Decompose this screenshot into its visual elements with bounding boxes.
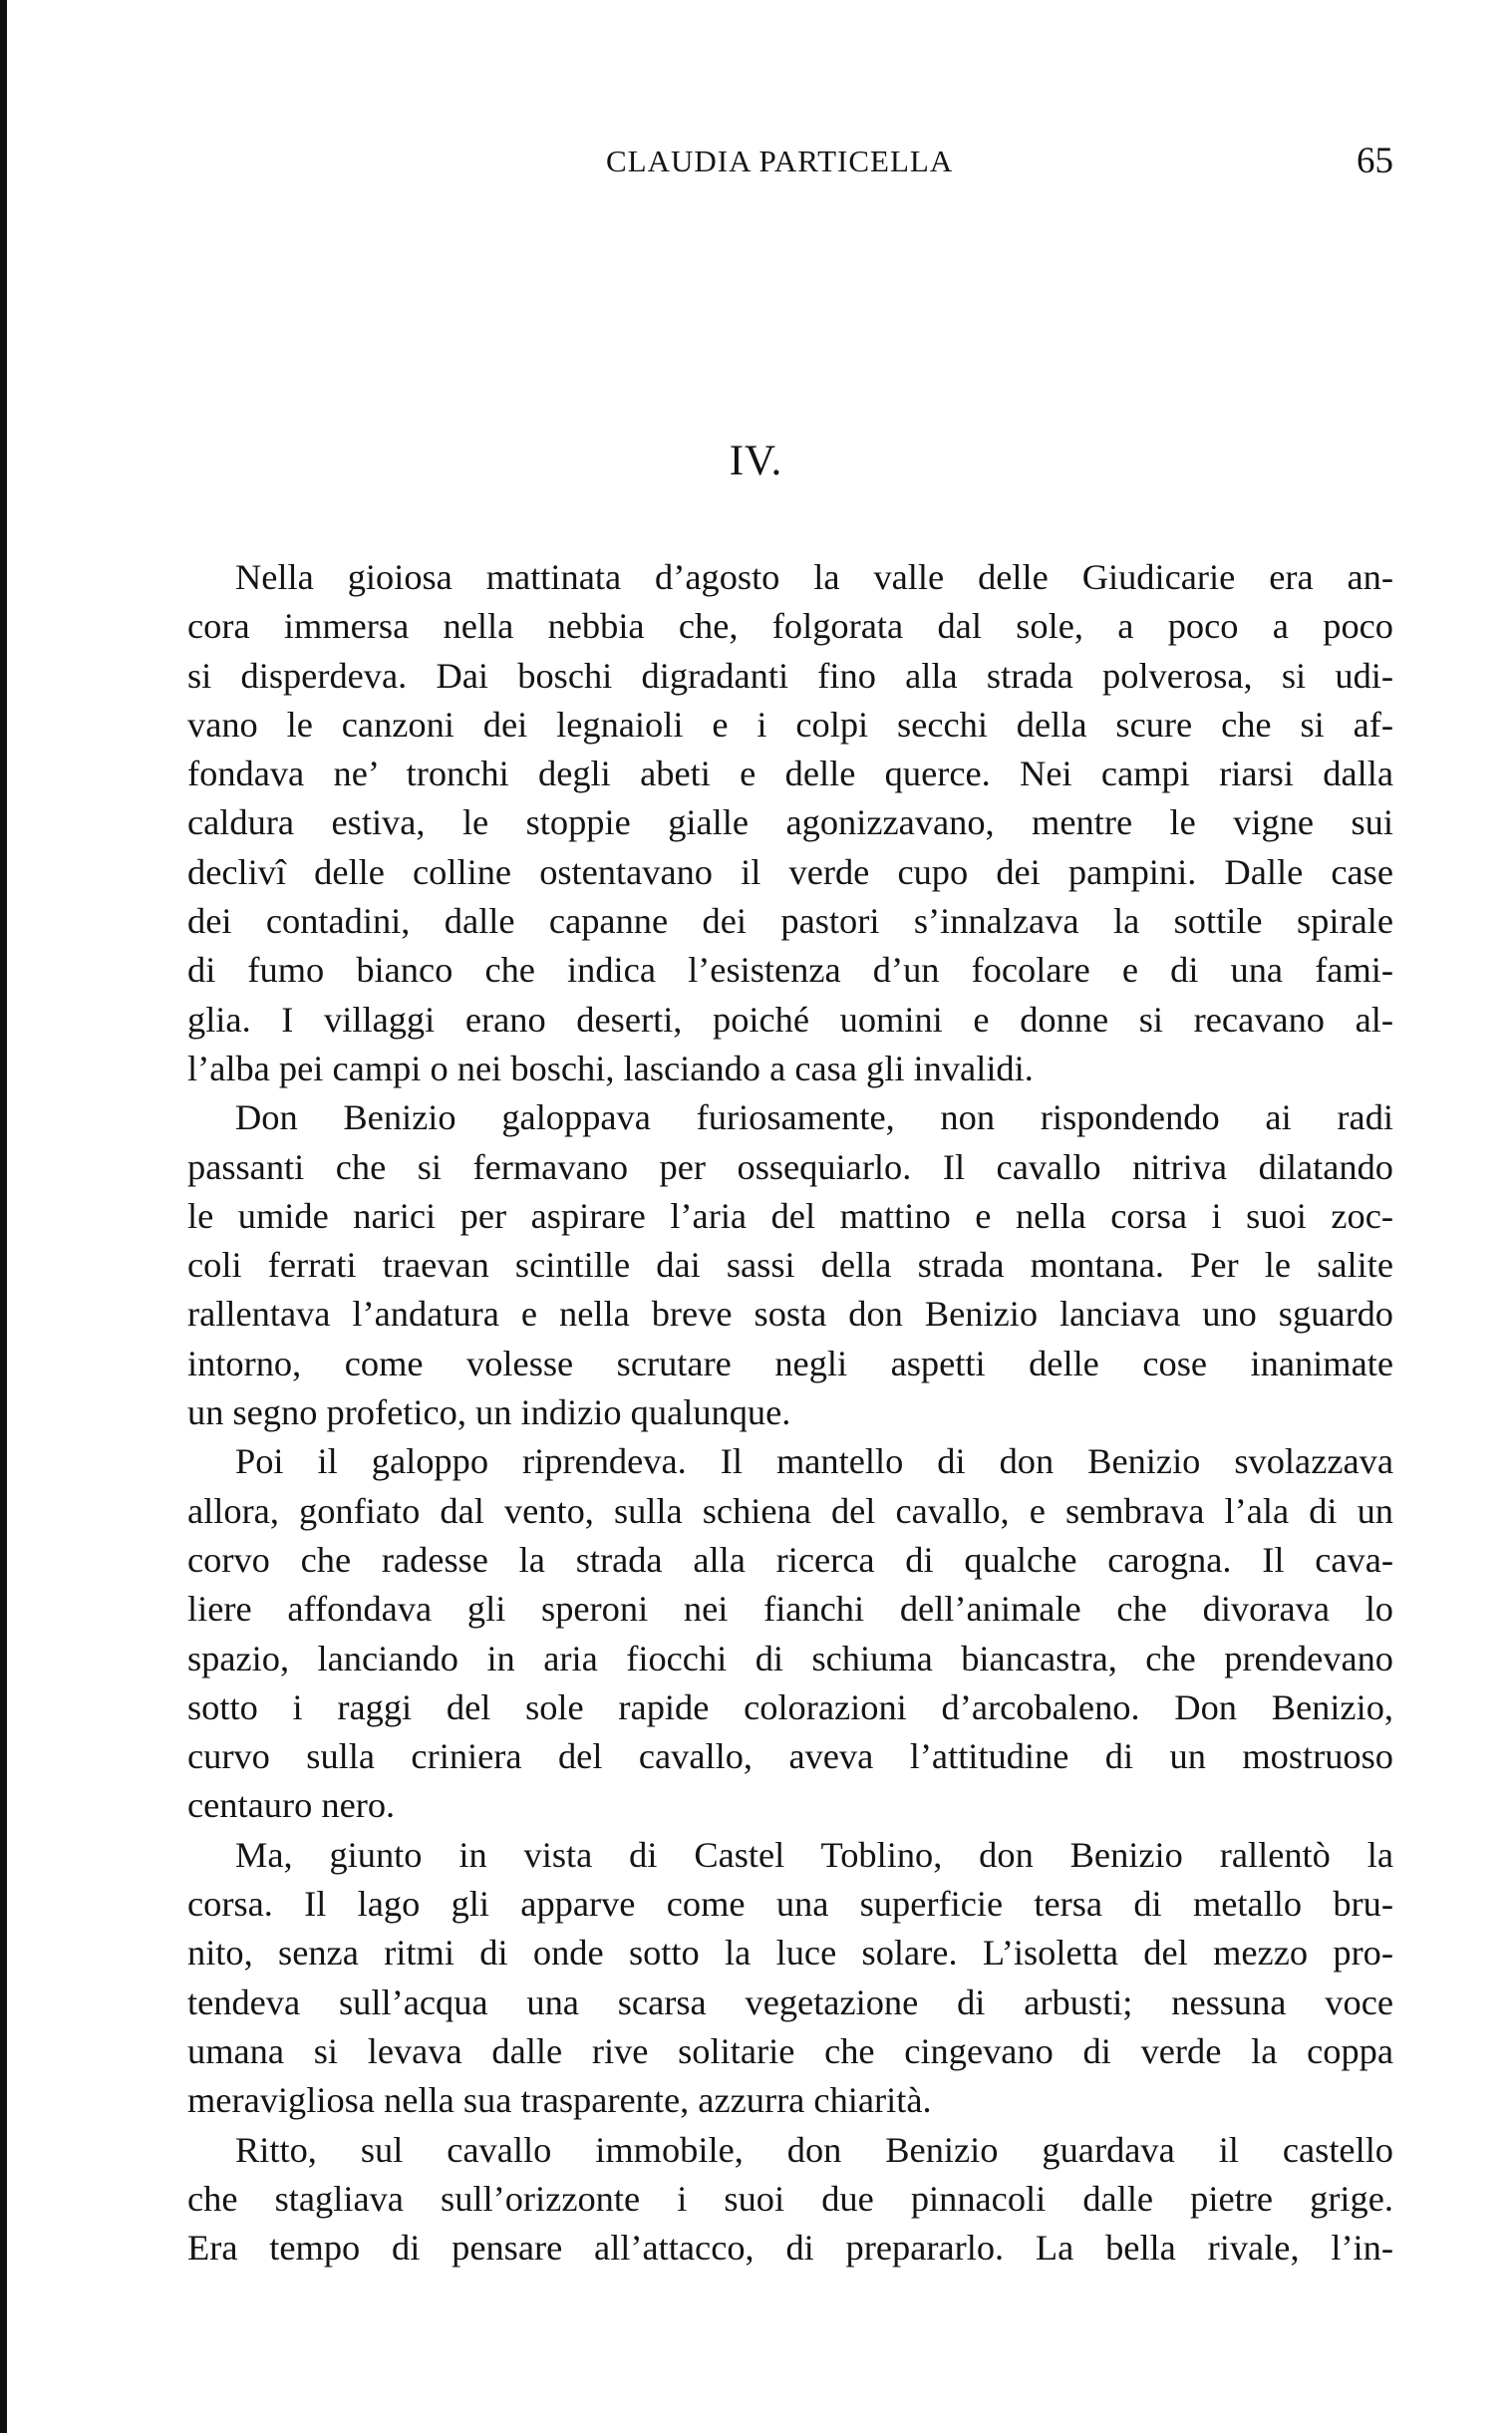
- text-line: rallentava l’andatura e nella breve sosta don Benizio lanciava uno sguardo: [187, 1294, 1393, 1335]
- paragraph: [187, 553, 1393, 1093]
- page-binding-edge: [0, 0, 7, 2433]
- running-title: CLAUDIA PARTICELLA: [606, 144, 954, 178]
- text-line: meravigliosa nella sua trasparente, azzurra chiarità.: [187, 2080, 932, 2121]
- text-line: Ritto, sul cavallo immobile, don Benizio guardava il castello: [235, 2129, 1393, 2170]
- page-number: 65: [1357, 141, 1393, 181]
- page-header: [187, 140, 1393, 189]
- paragraph: [187, 1831, 1393, 2126]
- paragraph: [187, 1437, 1393, 1830]
- text-line: di fumo bianco che indica l’esistenza d’un focolare e di una fami-: [187, 950, 1393, 991]
- text-line: centauro nero.: [187, 1785, 396, 1826]
- text-line: tendeva sull’acqua una scarsa vegetazione di arbusti; nessuna voce: [187, 1981, 1393, 2022]
- text-line: declivî delle colline ostentavano il verde cupo dei pampini. Dalle case: [187, 851, 1393, 892]
- text-line: coli ferrati traevan scintille dai sassi della strada montana. Per le salite: [187, 1245, 1393, 1286]
- text-line: Ma, giunto in vista di Castel Toblino, don Benizio rallentò la: [235, 1834, 1393, 1875]
- text-line: sotto i raggi del sole rapide colorazioni d’arcobaleno. Don Benizio,: [187, 1686, 1393, 1727]
- text-line: allora, gonfiato dal vento, sulla schiena del cavallo, e sembrava l’ala di un: [187, 1490, 1393, 1531]
- text-line: nito, senza ritmi di onde sotto la luce solare. L’isoletta del mezzo pro-: [187, 1933, 1393, 1974]
- text-line: glia. I villaggi erano deserti, poiché uomini e donne si recavano al-: [187, 999, 1393, 1040]
- text-line: cora immersa nella nebbia che, folgorata dal sole, a poco a poco: [187, 606, 1393, 647]
- text-line: umana si levava dalle rive solitarie che cingevano di verde la coppa: [187, 2030, 1393, 2071]
- text-line: l’alba pei campi o nei boschi, lasciando a casa gli invalidi.: [187, 1048, 1034, 1088]
- text-line: si disperdeva. Dai boschi digradanti fino alla strada polverosa, si udi-: [187, 655, 1393, 696]
- text-line: intorno, come volesse scrutare negli aspetti delle cose inanimate: [187, 1343, 1393, 1383]
- paragraph: [187, 2126, 1393, 2274]
- text-line: corvo che radesse la strada alla ricerca di qualche carogna. Il cava-: [187, 1539, 1393, 1580]
- text-line: spazio, lanciando in aria fiocchi di schiuma biancastra, che prendevano: [187, 1638, 1393, 1678]
- text-line: corsa. Il lago gli apparve come una superficie tersa di metallo bru-: [187, 1884, 1393, 1925]
- text-line: che stagliava sull’orizzonte i suoi due pinnacoli dalle pietre grige.: [187, 2178, 1393, 2219]
- text-line: Poi il galoppo riprendeva. Il mantello di don Benizio svolazzava: [235, 1441, 1393, 1482]
- text-line: curvo sulla criniera del cavallo, aveva l’attitudine di un mostruoso: [187, 1736, 1393, 1777]
- text-line: Don Benizio galoppava furiosamente, non rispondendo ai radi: [235, 1097, 1393, 1138]
- text-line: passanti che si fermavano per ossequiarlo. Il cavallo nitriva dilatando: [187, 1146, 1393, 1187]
- text-line: fondava ne’ tronchi degli abeti e delle querce. Nei campi riarsi dalla: [187, 754, 1393, 794]
- body-text: [187, 553, 1393, 2273]
- text-line: vano le canzoni dei legnaioli e i colpi secchi della scure che si af-: [187, 704, 1393, 745]
- paragraph: [187, 1093, 1393, 1437]
- text-line: caldura estiva, le stoppie gialle agonizzavano, mentre le vigne sui: [187, 802, 1393, 843]
- text-line: le umide narici per aspirare l’aria del mattino e nella corsa i suoi zoc-: [187, 1195, 1393, 1236]
- text-line: liere affondava gli speroni nei fianchi dell’animale che divorava lo: [187, 1589, 1393, 1630]
- chapter-number: IV.: [729, 438, 783, 484]
- text-line: dei contadini, dalle capanne dei pastori s’innalzava la sottile spirale: [187, 901, 1393, 942]
- text-line: Era tempo di pensare all’attacco, di prepararlo. La bella rivale, l’in-: [187, 2228, 1393, 2269]
- text-line: un segno profetico, un indizio qualunque.: [187, 1392, 791, 1433]
- text-line: Nella gioiosa mattinata d’agosto la valle delle Giudicarie era an-: [235, 557, 1393, 597]
